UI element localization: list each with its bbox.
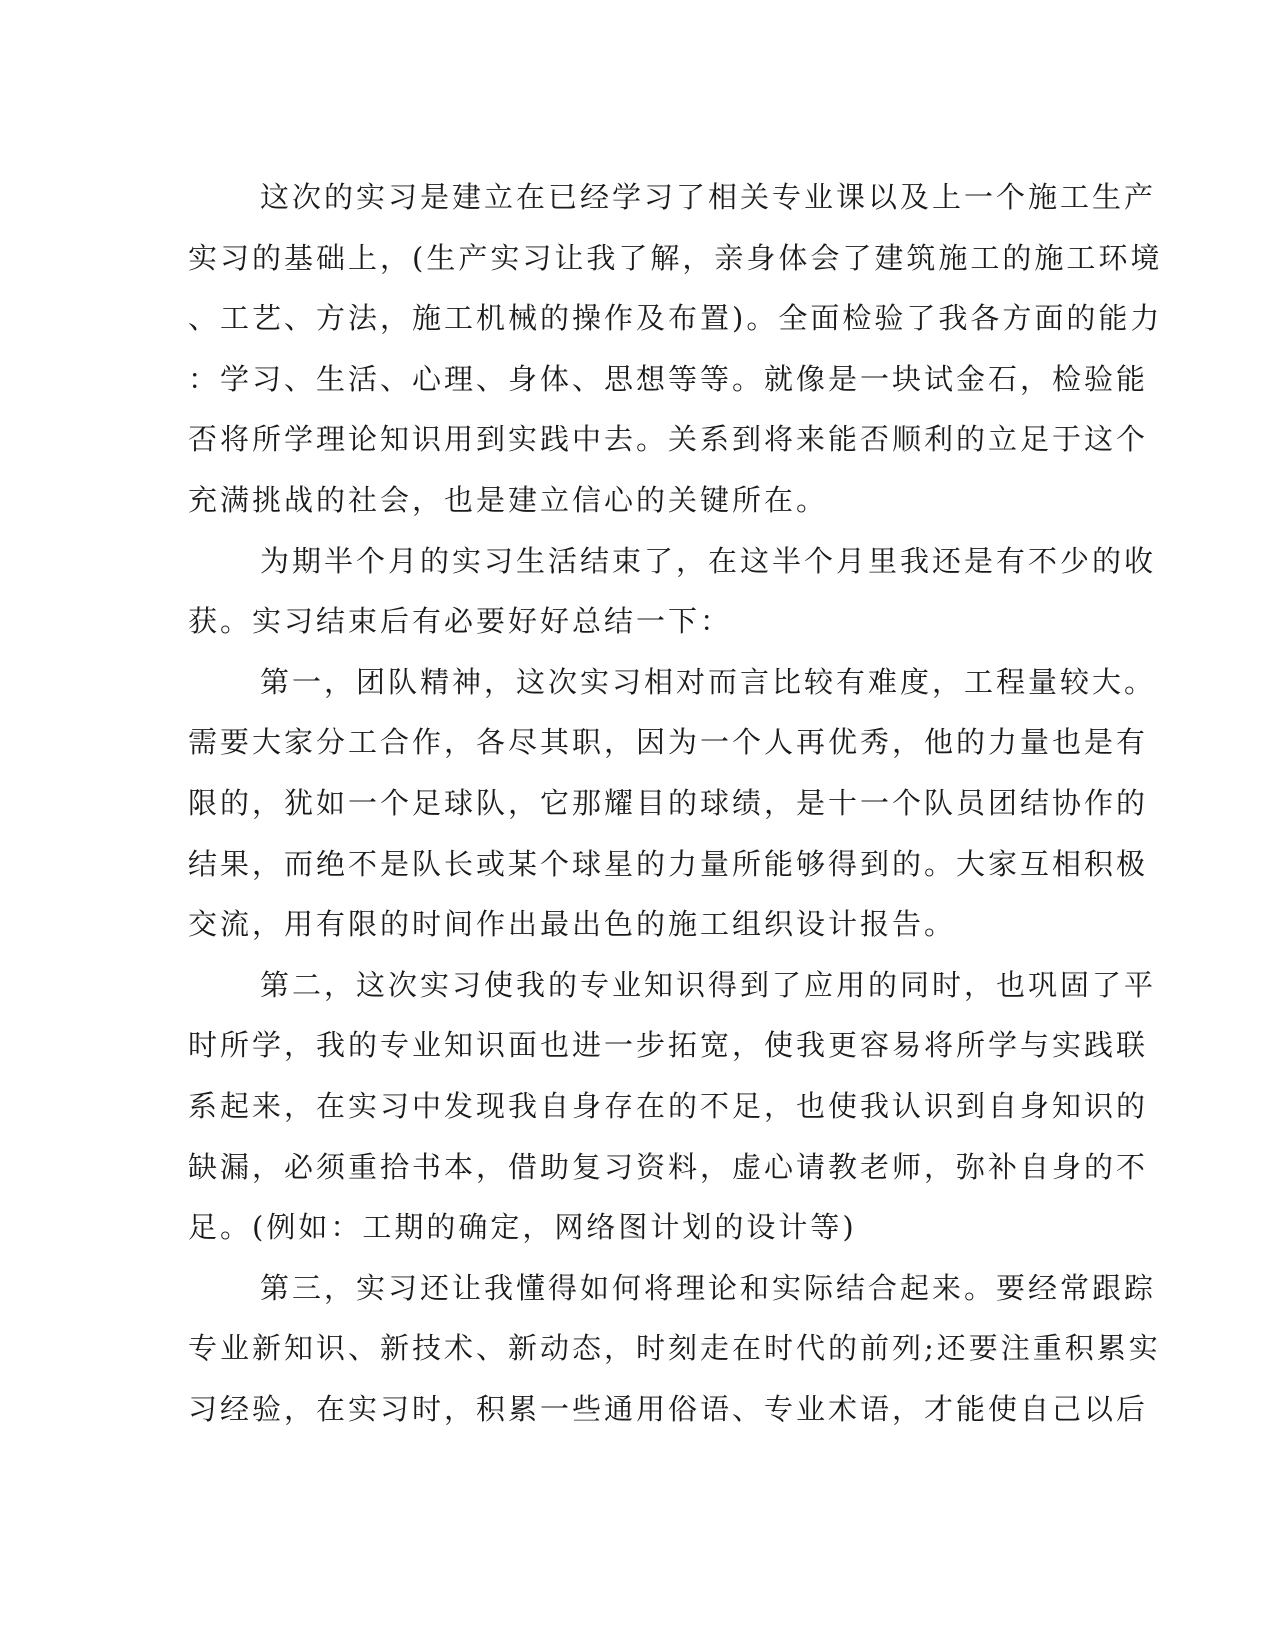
text-line: 充满挑战的社会，也是建立信心的关键所在。 xyxy=(188,482,829,517)
text-line: 系起来，在实习中发现我自身存在的不足，也使我认识到自身知识的 xyxy=(188,1088,1149,1123)
text-line: 第三，实习还让我懂得如何将理论和实际结合起来。要经常跟踪 xyxy=(260,1270,1157,1305)
text-line: 这次的实习是建立在已经学习了相关专业课以及上一个施工生产 xyxy=(260,180,1157,214)
text-line: 获。实习结束后有必要好好总结一下： xyxy=(188,604,733,639)
text-line: ：学习、生活、心理、身体、思想等等。就像是一块试金石，检验能 xyxy=(188,361,1149,396)
text-line: 足。(例如：工期的确定，网络图计划的设计等) xyxy=(188,1210,857,1245)
text-line: 第一，团队精神，这次实习相对而言比较有难度，工程量较大。 xyxy=(260,664,1157,699)
text-line: 结果，而绝不是队长或某个球星的力量所能够得到的。大家互相积极 xyxy=(188,846,1149,881)
text-line: 、工艺、方法，施工机械的操作及布置)。全面检验了我各方面的能力 xyxy=(188,301,1163,336)
text-line: 限的，犹如一个足球队，它那耀目的球绩，是十一个队员团结协作的 xyxy=(188,785,1149,820)
text-line: 缺漏，必须重拾书本，借助复习资料，虚心请教老师，弥补自身的不 xyxy=(188,1149,1149,1184)
text-line: 为期半个月的实习生活结束了，在这半个月里我还是有不少的收 xyxy=(260,543,1157,578)
text-line: 时所学，我的专业知识面也进一步拓宽，使我更容易将所学与实践联 xyxy=(188,1028,1149,1063)
document-body xyxy=(188,167,1163,1439)
text-line: 实习的基础上，(生产实习让我了解，亲身体会了建筑施工的施工环境 xyxy=(188,240,1163,275)
text-line: 交流，用有限的时间作出最出色的施工组织设计报告。 xyxy=(188,907,957,942)
text-line: 否将所学理论知识用到实践中去。关系到将来能否顺利的立足于这个 xyxy=(188,422,1149,457)
text-line: 专业新知识、新技术、新动态，时刻走在时代的前列;还要注重积累实 xyxy=(188,1331,1161,1366)
text-line: 第二，这次实习使我的专业知识得到了应用的同时，也巩固了平 xyxy=(260,967,1157,1002)
text-line: 习经验，在实习时，积累一些通用俗语、专业术语，才能使自己以后 xyxy=(188,1391,1149,1426)
text-line: 需要大家分工合作，各尽其职，因为一个人再优秀，他的力量也是有 xyxy=(188,725,1149,760)
